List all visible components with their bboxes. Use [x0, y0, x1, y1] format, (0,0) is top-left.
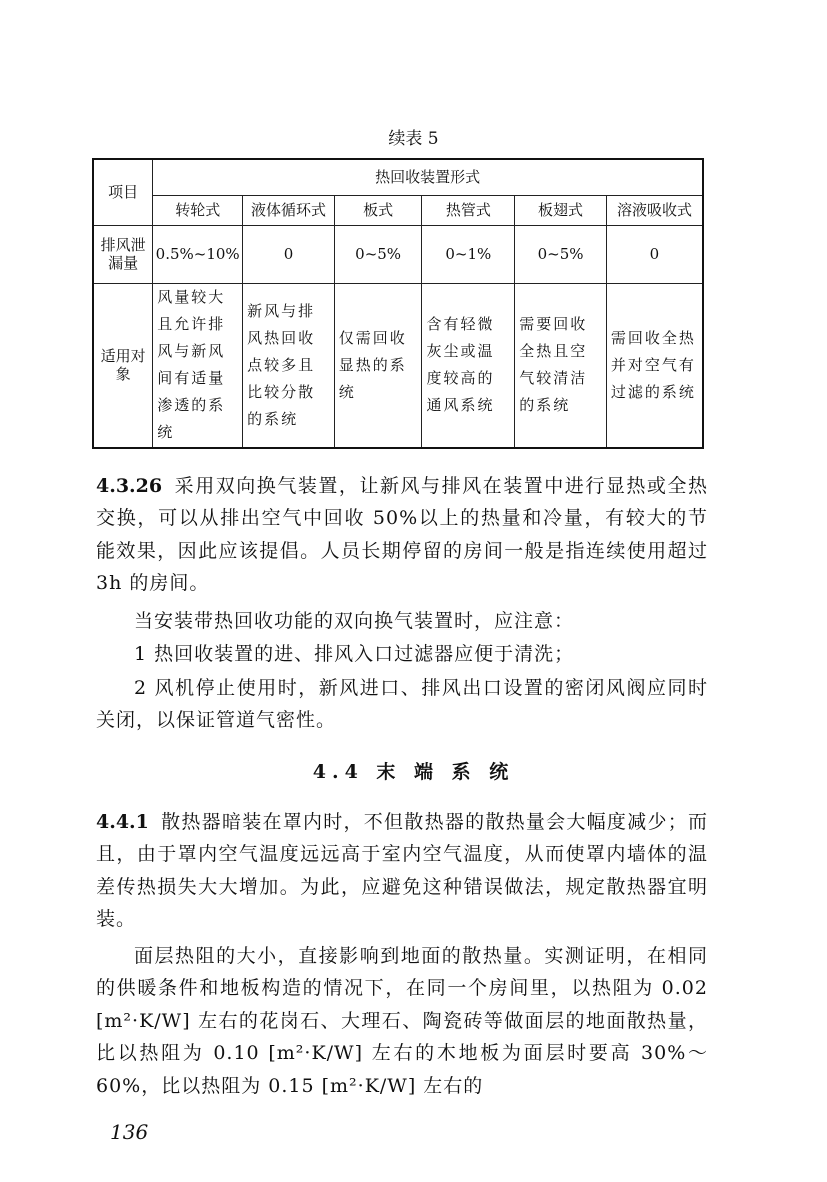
table-cell: 0~5% — [334, 225, 422, 283]
row-label-leakage: 排风泄漏量 — [93, 225, 153, 283]
table-cell: 风量较大且允许排风与新风间有适量渗透的系统 — [153, 283, 243, 448]
heat-recovery-table — [92, 158, 704, 449]
table-cell: 0 — [606, 225, 703, 283]
table-cell: 0~5% — [515, 225, 607, 283]
column-header: 液体循环式 — [243, 195, 335, 225]
table-cell: 新风与排风热回收点较多且比较分散的系统 — [243, 283, 335, 448]
paragraph-text: 散热器暗装在罩内时，不但散热器的散热量会大幅度减少；而且，由于罩内空气温度远远高于室内空气温度，从而使罩内墙体的温差传热损失大大增加。为此，应避免这种错误做法，规定散热器宜明装。 — [96, 811, 708, 931]
table-caption: 续表 5 — [388, 129, 439, 149]
clause-number: 4.3.26 — [96, 475, 163, 497]
table-cell: 0~1% — [422, 225, 515, 283]
table-cell: 含有轻微灰尘或温度较高的通风系统 — [422, 283, 515, 448]
column-header: 溶液吸收式 — [606, 195, 703, 225]
list-item: 1 热回收装置的进、排风入口过滤器应便于清洗； — [134, 643, 575, 665]
list-item: 2 风机停止使用时，新风进口、排风出口设置的密闭风阀应同时关闭，以保证管道气密性。 — [96, 677, 708, 732]
table-cell: 0.5%~10% — [153, 225, 243, 283]
clause-number: 4.4.1 — [96, 811, 149, 833]
row-label-application: 适用对象 — [93, 283, 153, 448]
paragraph-text: 采用双向换气装置，让新风与排风在装置中进行显热或全热交换，可以从排出空气中回收 50%以上的热量和冷量，有较大的节能效果，因此应该提倡。人员长期停留的房间一般是指连续使用超过 3h 的房间。 — [96, 475, 708, 595]
table-cell: 需回收全热并对空气有过滤的系统 — [606, 283, 703, 448]
paragraph-4-4-1 — [96, 806, 708, 936]
page-number: 136 — [110, 1120, 149, 1144]
paragraph-4-3-26 — [96, 470, 708, 600]
column-header: 热管式 — [422, 195, 515, 225]
section-title: 4.4 末 端 系 统 — [312, 761, 515, 783]
table-cell: 仅需回收显热的系统 — [334, 283, 422, 448]
column-header: 板翅式 — [515, 195, 607, 225]
header-item: 项目 — [93, 159, 153, 225]
column-header: 板式 — [334, 195, 422, 225]
table-cell: 0 — [243, 225, 335, 283]
header-group: 热回收装置形式 — [153, 159, 703, 195]
paragraph: 面层热阻的大小，直接影响到地面的散热量。实测证明，在相同的供暖条件和地板构造的情况下，在同一个房间里，以热阻为 0.02 [m²·K/W] 左右的花岗石、大理石、陶瓷砖等做面层的地面散热量，比以热阻为 0.10 [m²·K/W] 左右的木地板为面层时要高 30%～60%，比以热阻为 0.15 [m²·K/W] 左右的 — [96, 945, 708, 1097]
paragraph: 当安装带热回收功能的双向换气装置时，应注意： — [134, 610, 575, 632]
table-cell: 需要回收全热且空气较清洁的系统 — [515, 283, 607, 448]
column-header: 转轮式 — [153, 195, 243, 225]
